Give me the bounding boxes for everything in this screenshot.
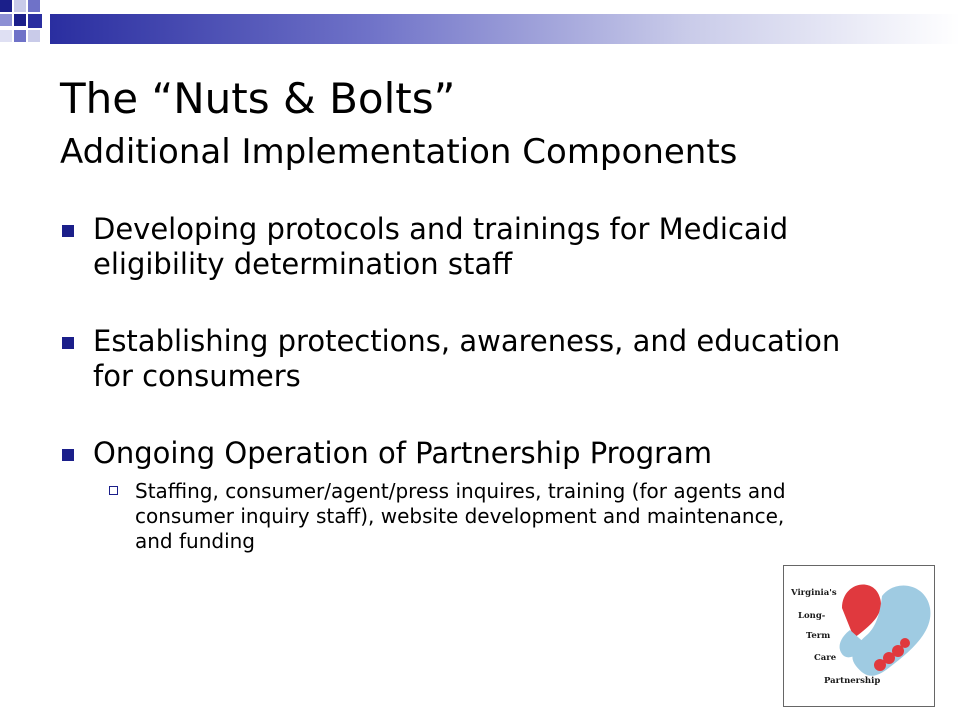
bullet-item <box>62 436 882 554</box>
square-bullet-icon <box>62 225 74 237</box>
slide-title: The “Nuts & Bolts” <box>60 74 456 123</box>
square-bullet-icon <box>62 449 74 461</box>
bullet-list <box>62 212 882 554</box>
partnership-logo <box>783 565 935 707</box>
header-gradient-band <box>50 14 960 44</box>
bullet-text: Establishing protections, awareness, and education for consumers <box>93 324 841 393</box>
sub-bullet-text: Staffing, consumer/agent/press inquires, training (for agents and consumer inquiry staff), website development and maintenance, and funding <box>135 479 786 553</box>
bullet-text: Ongoing Operation of Partnership Program <box>93 436 713 470</box>
bullet-text: Developing protocols and trainings for Medicaid eligibility determination staff <box>93 212 789 281</box>
logo-line: Partnership <box>824 676 881 686</box>
hollow-square-bullet-icon <box>109 486 118 495</box>
sub-bullet-list <box>135 479 882 554</box>
slide-subtitle: Additional Implementation Components <box>60 132 738 172</box>
square-bullet-icon <box>62 337 74 349</box>
logo-line: Term <box>806 631 831 641</box>
sub-bullet-item <box>135 479 825 554</box>
bullet-item <box>62 212 882 282</box>
logo-line: Long- <box>798 611 826 621</box>
logo-line: Virginia's <box>791 588 837 598</box>
logo-line: Care <box>814 653 837 663</box>
bullet-item <box>62 324 882 394</box>
